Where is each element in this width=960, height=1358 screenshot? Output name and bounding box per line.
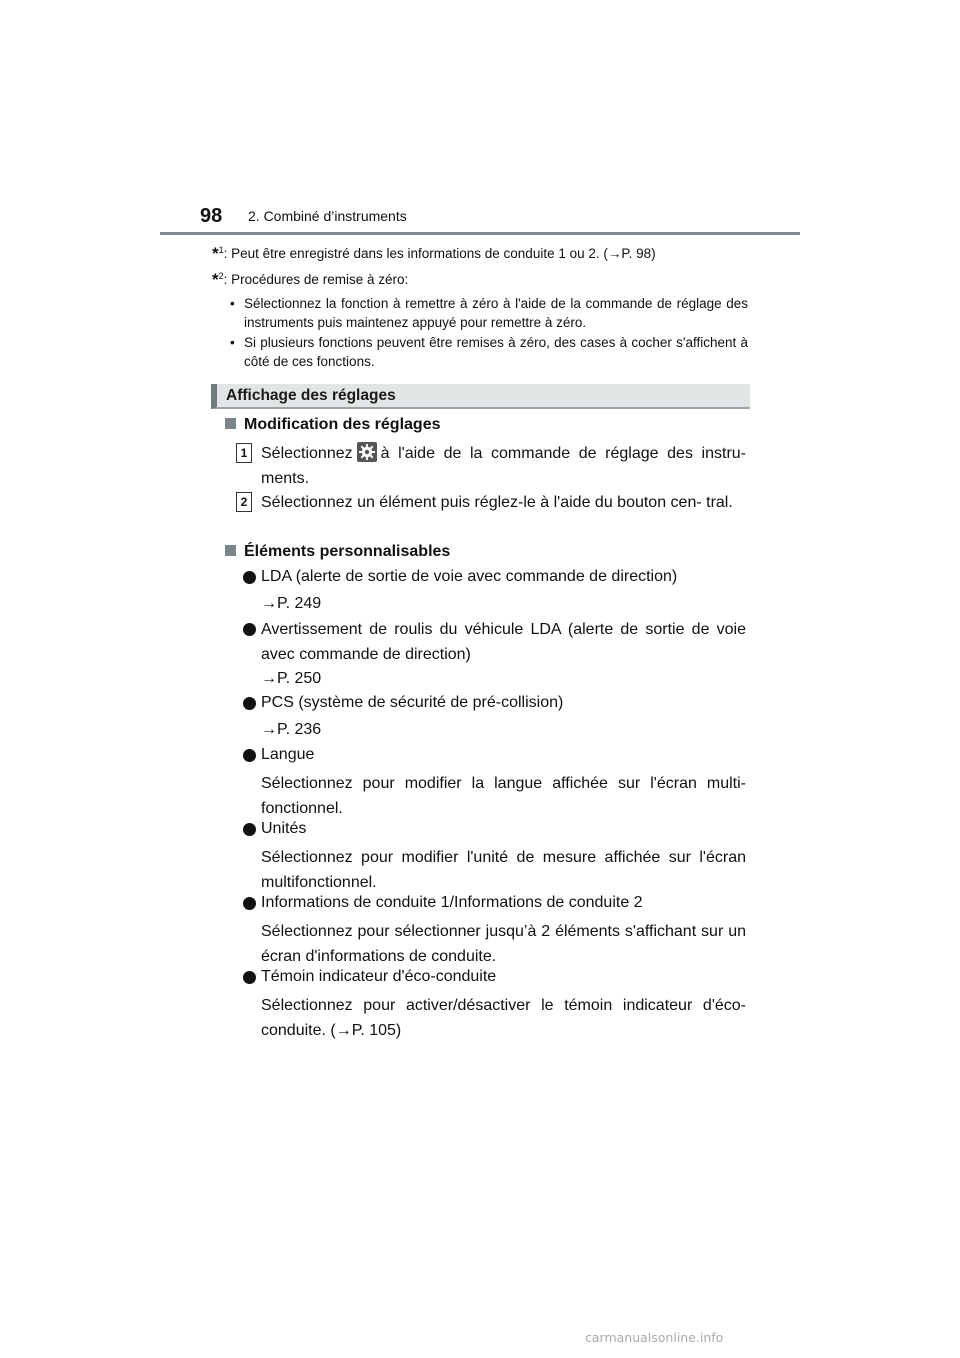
chapter-title: 2. Combiné d’instruments	[248, 208, 407, 224]
bullet-dot-icon: •	[230, 296, 235, 311]
subhead-elements	[225, 543, 450, 561]
footer-watermark: carmanualsonline.info	[585, 1330, 724, 1345]
bullet-dot-icon	[243, 823, 256, 836]
footnote-2-sup: 2	[218, 271, 224, 281]
item-roulis: Avertissement de roulis du véhicule LDA (alerte de sortie de voie avec commande de direction)	[261, 621, 746, 663]
item-eco: Témoin indicateur d'éco-conduite	[261, 968, 497, 985]
item-unites-desc: Sélectionnez pour modifier l'unité de mesure affichée sur l'écran multifonctionnel.	[261, 849, 746, 891]
item-langue-desc: Sélectionnez pour modifier la langue affichée sur l'écran multi- fonctionnel.	[261, 775, 746, 817]
footnote-bullet-1	[230, 294, 748, 332]
bullet-dot-icon	[243, 897, 256, 910]
settings-gear-icon	[357, 442, 377, 462]
footnote-1	[212, 241, 656, 263]
item-lda: LDA (alerte de sortie de voie avec commande de direction)	[261, 568, 678, 585]
bullet-dot-icon	[243, 571, 256, 584]
footnote-1-mark: *	[212, 244, 219, 263]
bullet-dot-icon	[243, 971, 256, 984]
item-eco-desc: Sélectionnez pour activer/désactiver le témoin indicateur d'éco- conduite. (→P. 105)	[261, 997, 746, 1039]
item-infos: Informations de conduite 1/Informations de conduite 2	[261, 894, 643, 911]
bullet-dot-icon	[243, 697, 256, 710]
step-number-2: 2	[236, 492, 252, 512]
footnote-2-text: : Procédures de remise à zéro:	[223, 272, 409, 287]
ref-pcs[interactable]: →P. 236	[261, 721, 322, 738]
footnote-1-text: : Peut être enregistré dans les informations de conduite 1 ou 2. (→P. 98)	[223, 246, 656, 261]
subhead-modification	[225, 416, 440, 434]
square-bullet-icon	[225, 418, 236, 429]
step-1-text	[261, 441, 746, 491]
header-rule	[160, 232, 800, 235]
subhead-modification-text: Modification des réglages	[244, 416, 441, 433]
footnote-bullet-2-text: Si plusieurs fonctions peuvent être remises à zéro, des cases à cocher s'affichent à côté de ces fonctions.	[244, 335, 748, 369]
item-pcs: PCS (système de sécurité de pré-collision)	[261, 694, 564, 711]
footnote-2-mark: *	[212, 270, 219, 289]
ref-lda[interactable]: →P. 249	[261, 595, 322, 612]
bullet-dot-icon	[243, 623, 256, 636]
step-2-text: Sélectionnez un élément puis réglez-le à l'aide du bouton cen- tral.	[261, 494, 733, 511]
footnote-bullet-1-text: Sélectionnez la fonction à remettre à zéro à l'aide de la commande de réglage des instruments puis maintenez appuyé pour remettre à zéro.	[244, 296, 748, 330]
square-bullet-icon	[225, 545, 236, 556]
ref-roulis[interactable]: →P. 250	[261, 670, 322, 687]
footnote-2	[212, 267, 408, 289]
page-number: 98	[200, 205, 223, 227]
section-header	[211, 384, 750, 409]
subhead-elements-text: Éléments personnalisables	[244, 543, 451, 560]
step-number-1: 1	[236, 443, 252, 463]
bullet-dot-icon	[243, 749, 256, 762]
footnote-1-sup: 1	[218, 245, 224, 255]
step-1-after: à l'aide de la commande de réglage des instru- ments.	[261, 445, 746, 487]
item-infos-desc: Sélectionnez pour sélectionner jusqu’à 2 éléments s'affichant sur un écran d'informations de conduite.	[261, 923, 746, 965]
item-unites: Unités	[261, 820, 307, 837]
footnote-bullet-2	[230, 333, 748, 371]
step-1-before: Sélectionnez	[261, 445, 353, 462]
bullet-dot-icon: •	[230, 335, 235, 350]
item-langue: Langue	[261, 746, 315, 763]
section-title: Affichage des réglages	[226, 387, 396, 404]
